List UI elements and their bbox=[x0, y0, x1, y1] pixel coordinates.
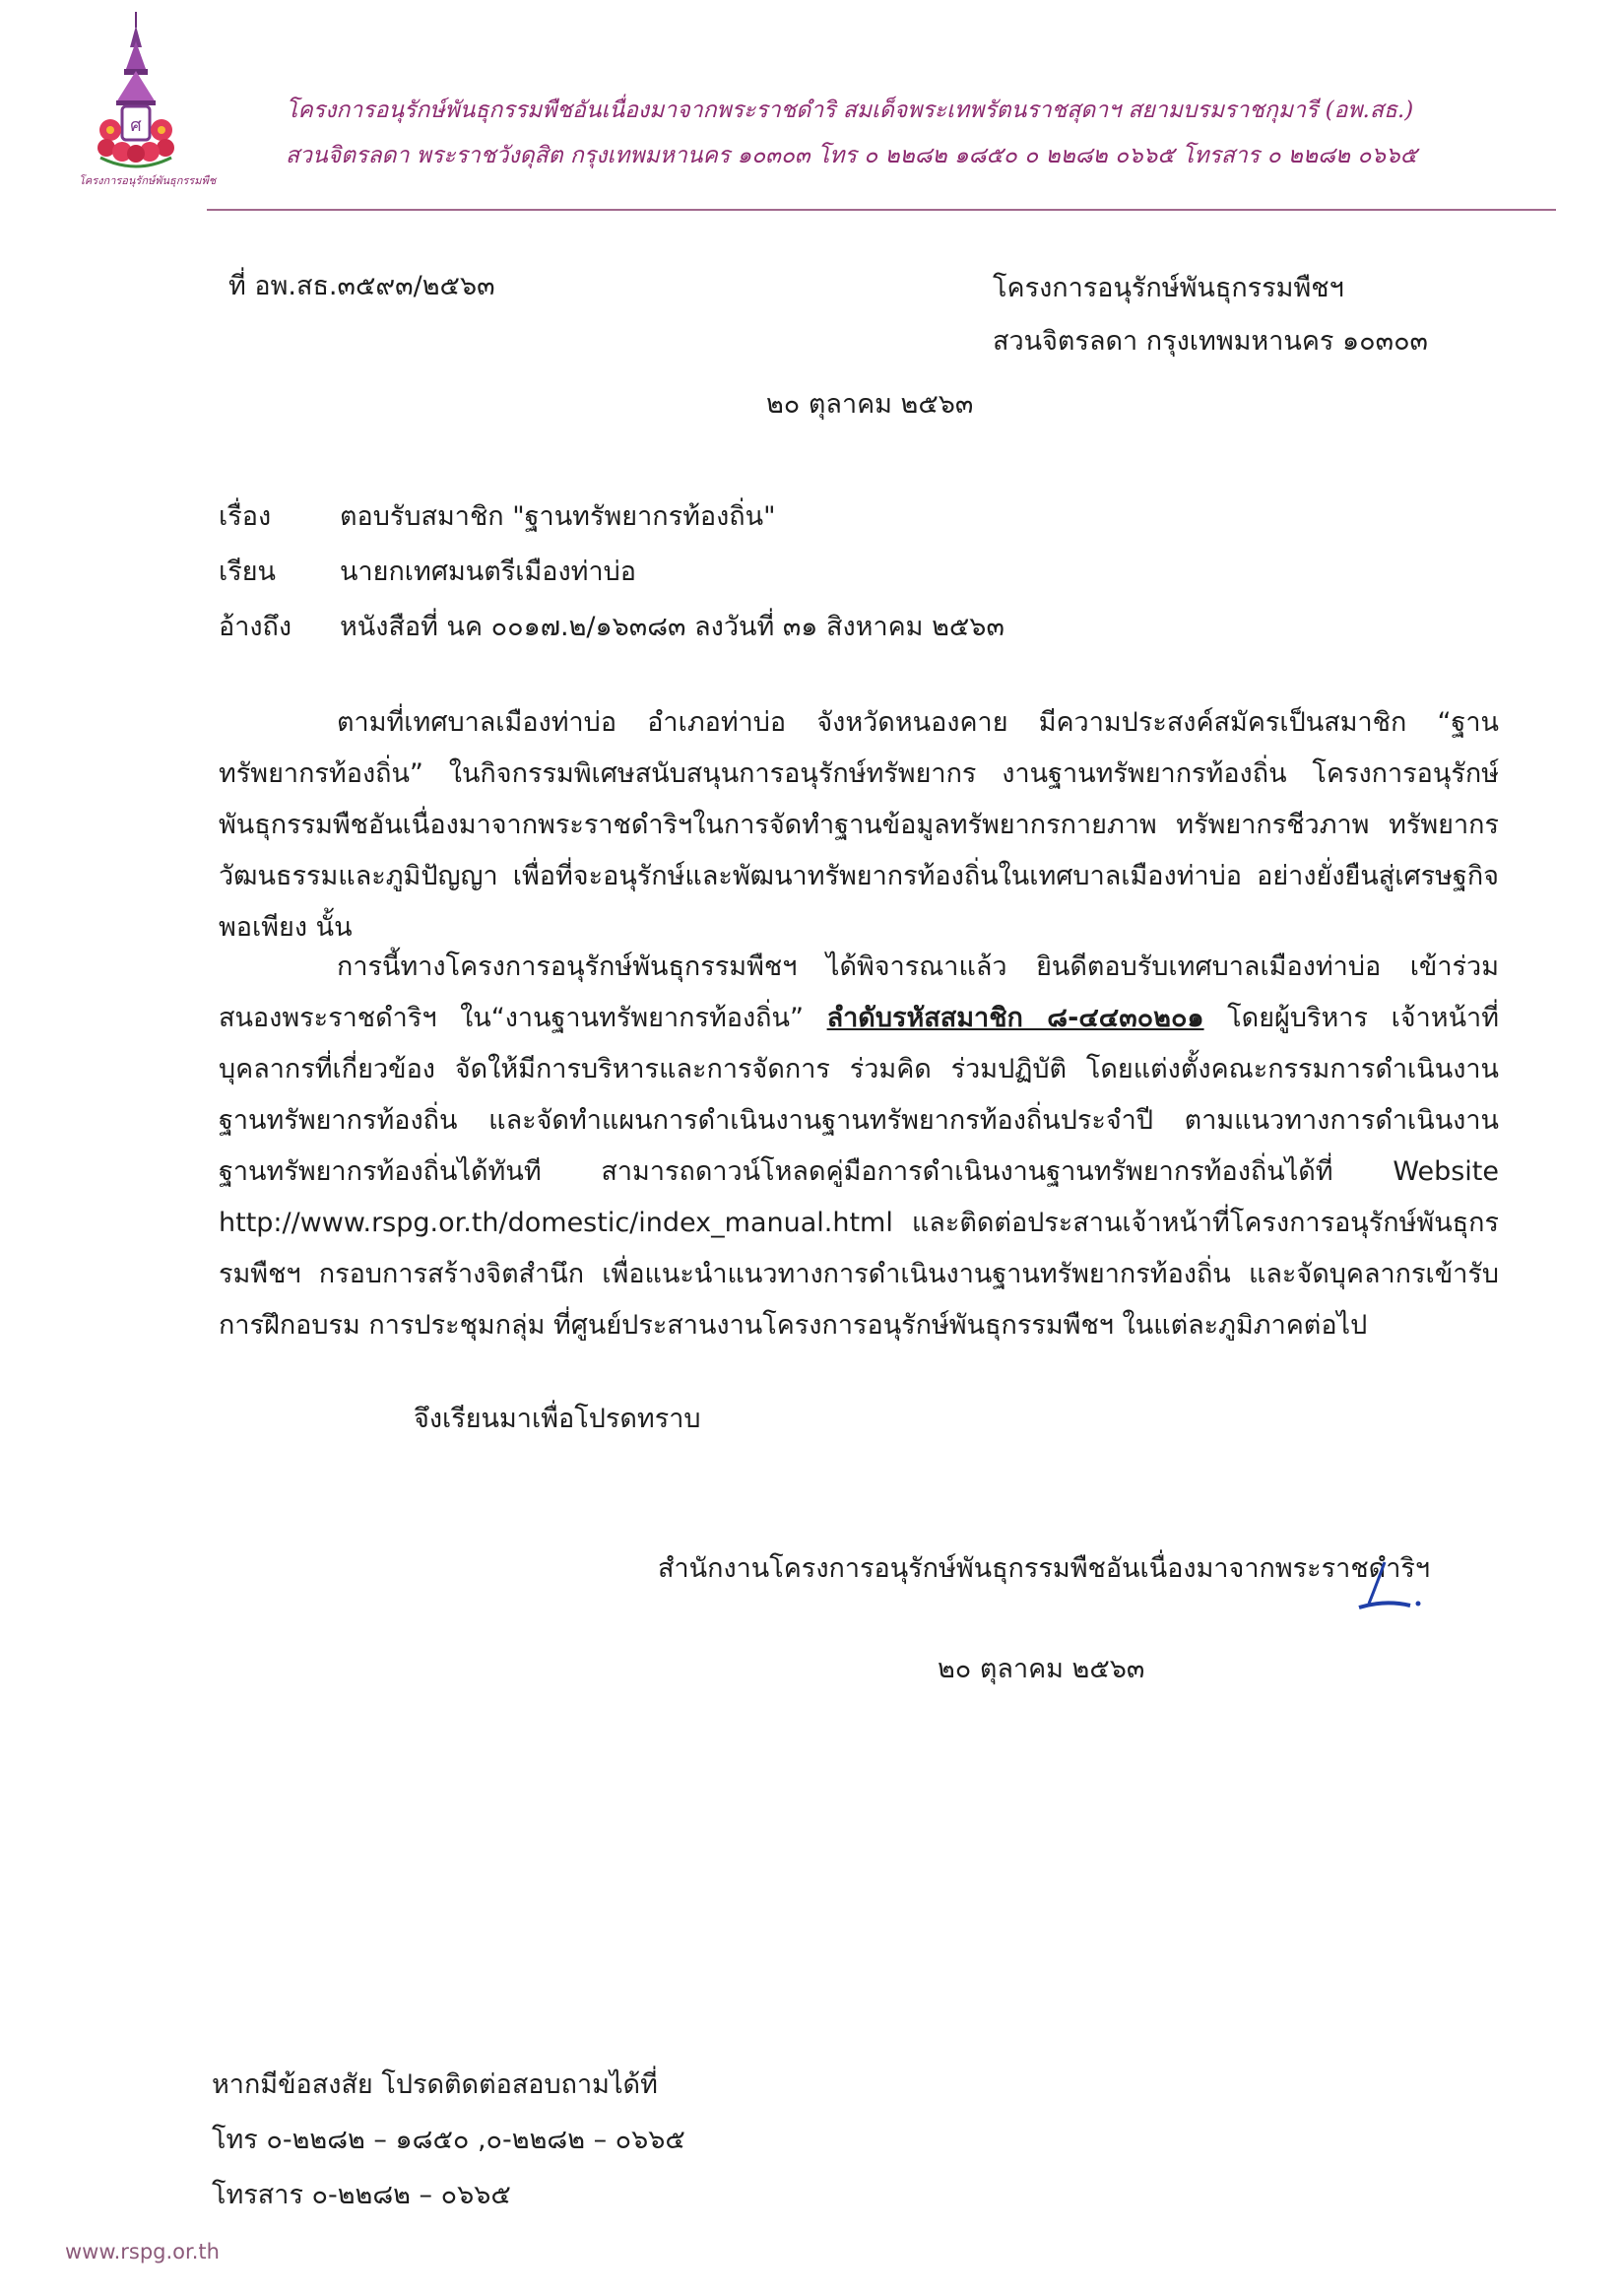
contact-phone: โทร ๐-๒๒๘๒ – ๑๘๕๐ ,๐-๒๒๘๒ – ๐๖๖๕ bbox=[212, 2125, 685, 2155]
logo-caption: โครงการอนุรักษ์พันธุกรรมพืช bbox=[79, 174, 217, 187]
sender-address: สวนจิตรลดา กรุงเทพมหานคร ๑๐๓๐๓ bbox=[993, 326, 1429, 357]
subject-label: เรื่อง bbox=[219, 501, 272, 532]
contact-fax: โทรสาร ๐-๒๒๘๒ – ๐๖๖๕ bbox=[212, 2180, 511, 2210]
member-code: ลำดับรหัสสมาชิก ๘-๔๔๓๐๒๐๑ bbox=[826, 1003, 1204, 1033]
letterhead-title: โครงการอนุรักษ์พันธุกรรมพืชอันเนื่องมาจากพระราชดำริ สมเด็จพระเทพรัตนราชสุดาฯ สยามบรมราชกุมารี (อพ.สธ.) bbox=[286, 98, 1414, 123]
body-paragraph-1: ตามที่เทศบาลเมืองท่าบ่อ อำเภอท่าบ่อ จังหวัดหนองคาย มีความประสงค์สมัครเป็นสมาชิก “ฐานทรัพยากรท้องถิ่น” ในกิจกรรมพิเศษสนับสนุนการอนุรักษ์ทรัพยากร งานฐานทรัพยากรท้องถิ่น โครงการอนุรักษ์พันธุกรรมพืชอันเนื่องมาจากพระราชดำริฯในการจัดทำฐานข้อมูลทรัพยากรกายภาพ ทรัพยากรชีวภาพ ทรัพยากรวัฒนธรรมและภูมิปัญญา เพื่อที่จะอนุรักษ์และพัฒนาทรัพยากรท้องถิ่นในเทศบาลเมืองท่าบ่อ อย่างยั่งยืนสู่เศรษฐกิจพอเพียง นั้น bbox=[219, 707, 1499, 943]
letterhead-divider bbox=[207, 209, 1556, 211]
letter-date: ๒๐ ตุลาคม ๒๕๖๓ bbox=[766, 389, 974, 420]
recipient-label: เรียน bbox=[219, 557, 277, 587]
paragraph-2-intro: การนี้ทางโครงการอนุรักษ์พันธุกรรมพืชฯ ได้พิจารณาแล้ว ยินดีตอบรับเทศบาลเมืองท่าบ่อ เข้าร่วมสนองพระราชดำริฯ ใน“งานฐานทรัพยากรท้องถิ่น” bbox=[219, 951, 1499, 1033]
body-paragraph-2 bbox=[219, 942, 1499, 1351]
signature-mark-icon bbox=[1355, 1554, 1434, 1613]
sender-name: โครงการอนุรักษ์พันธุกรรมพืชฯ bbox=[993, 273, 1344, 303]
rspg-crown-emblem-icon bbox=[87, 8, 185, 195]
paragraph-2-rest: โดยผู้บริหาร เจ้าหน้าที่ บุคลากรที่เกี่ยวข้อง จัดให้มีการบริหารและการจัดการ ร่วมคิด ร่วมปฏิบัติ โดยแต่งตั้งคณะกรรมการดำเนินงานฐานทรัพยากรท้องถิ่น และจัดทำแผนการดำเนินงานฐานทรัพยากรท้องถิ่นประจำปี ตามแนวทางการดำเนินงานฐานทรัพยากรท้องถิ่นได้ทันที สามารถดาวน์โหลดคู่มือการดำเนินงานฐานทรัพยากรท้องถิ่นได้ที่ Website http://www.rspg.or.th/domestic/index_manual.html และติดต่อประสานเจ้าหน้าที่โครงการอนุรักษ์พันธุกรรมพืชฯ กรอบการสร้างจิตสำนึก เพื่อแนะนำแนวทางการดำเนินงานฐานทรัพยากรท้องถิ่น และจัดบุคลากรเข้ารับการฝึกอบรม การประชุมกลุ่ม ที่ศูนย์ประสานงานโครงการอนุรักษ์พันธุกรรมพืชฯ ในแต่ละภูมิภาคต่อไป bbox=[219, 1003, 1499, 1341]
contact-heading: หากมีข้อสงสัย โปรดติดต่อสอบถามได้ที่ bbox=[212, 2069, 658, 2100]
svg-text:ศ: ศ bbox=[130, 115, 142, 136]
footer-website[interactable]: www.rspg.or.th bbox=[65, 2240, 220, 2263]
signing-office: สำนักงานโครงการอนุรักษ์พันธุกรรมพืชอันเนื่องมาจากพระราชดำริฯ bbox=[658, 1553, 1431, 1584]
closing-line: จึงเรียนมาเพื่อโปรดทราบ bbox=[414, 1404, 701, 1434]
subject-value: ตอบรับสมาชิก "ฐานทรัพยากรท้องถิ่น" bbox=[340, 501, 776, 532]
reference-value: หนังสือที่ นค ๐๐๑๗.๒/๑๖๓๘๓ ลงวันที่ ๓๑ สิงหาคม ๒๕๖๓ bbox=[340, 612, 1005, 642]
rspg-logo bbox=[79, 8, 217, 195]
signature-date: ๒๐ ตุลาคม ๒๕๖๓ bbox=[938, 1654, 1145, 1684]
reference-label: อ้างถึง bbox=[219, 612, 292, 642]
reference-number: ที่ อพ.สธ.๓๕๙๓/๒๕๖๓ bbox=[228, 271, 495, 301]
recipient-value: นายกเทศมนตรีเมืองท่าบ่อ bbox=[340, 557, 636, 587]
letterhead-address: สวนจิตรลดา พระราชวังดุสิต กรุงเทพมหานคร ๑๐๓๐๓ โทร ๐ ๒๒๘๒ ๑๘๕๐ ๐ ๒๒๘๒ ๐๖๖๕ โทรสาร ๐ ๒๒๘๒ ๐๖๖๕ bbox=[286, 143, 1417, 168]
